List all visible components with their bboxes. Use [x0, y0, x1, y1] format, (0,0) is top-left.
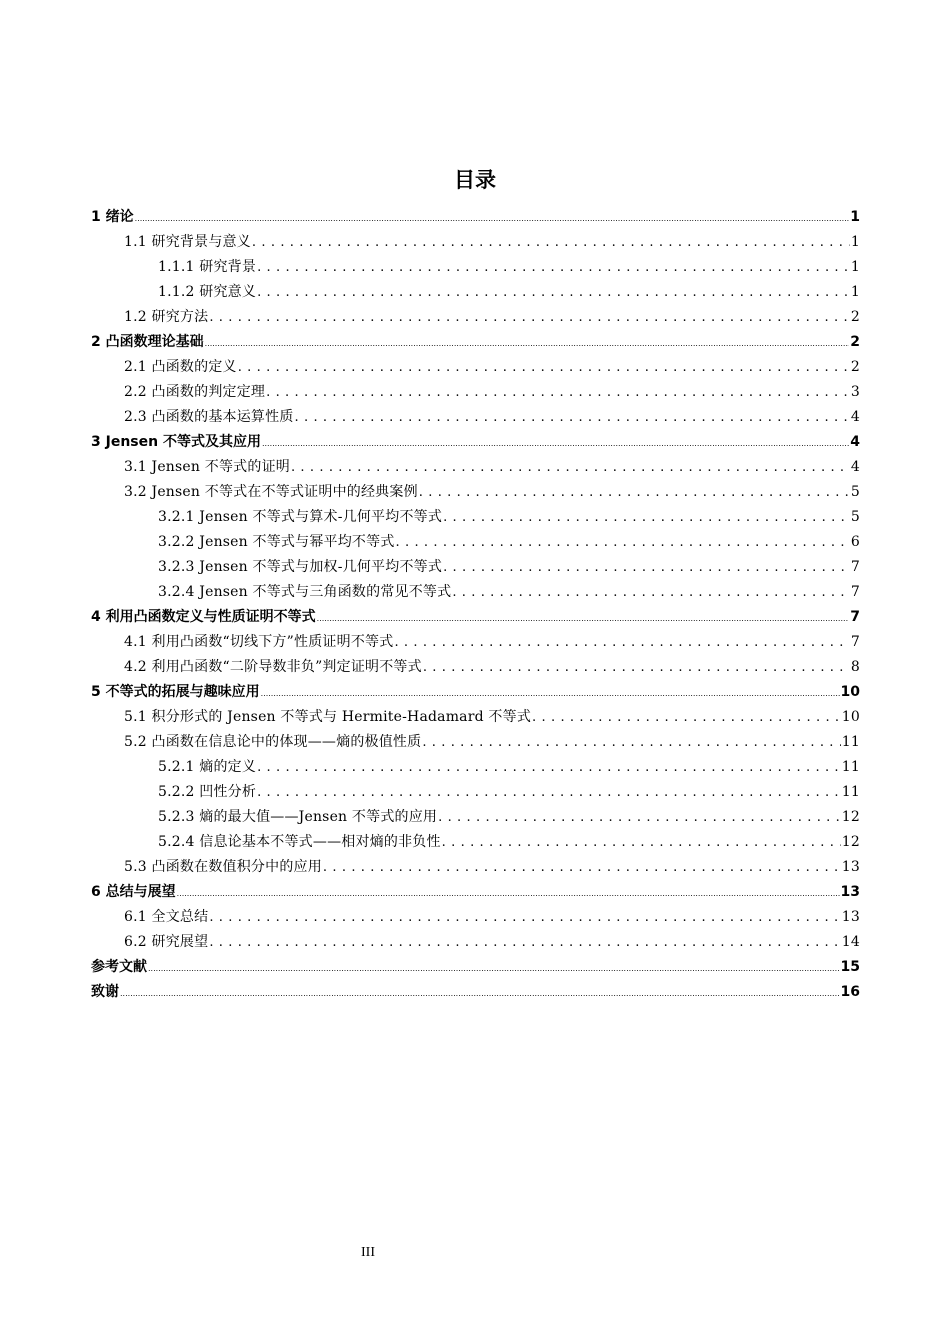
- toc-entry-page: 5: [850, 509, 860, 525]
- toc-entry-page: 2: [850, 359, 860, 375]
- toc-entry[interactable]: [91, 680, 860, 705]
- toc-entry-page: 1: [850, 209, 860, 225]
- toc-entry[interactable]: [91, 980, 860, 1005]
- toc-leader-dots: [135, 205, 850, 231]
- toc-entry-label: 4.1 利用凸函数“切线下方”性质证明不等式: [124, 634, 394, 650]
- toc-leader-dots: [452, 580, 850, 605]
- toc-entry-label: 参考文献: [91, 959, 147, 975]
- toc-leader-dots: [257, 755, 841, 780]
- toc-leader-dots: [209, 930, 840, 955]
- toc-entry[interactable]: [91, 430, 860, 455]
- toc-entry-page: 12: [841, 809, 860, 825]
- toc-entry-page: 2: [850, 334, 860, 350]
- toc-entry-page: 13: [840, 884, 860, 900]
- toc-entry-label: 5.1 积分形式的 Jensen 不等式与 Hermite-Hadamard 不等式: [124, 709, 532, 725]
- toc-entry-label: 5.2.4 信息论基本不等式——相对熵的非负性: [158, 834, 441, 850]
- toc-entry-page: 11: [841, 734, 860, 750]
- toc-leader-dots: [291, 455, 850, 480]
- toc-entry-page: 7: [850, 609, 860, 625]
- toc-entry-page: 8: [850, 659, 860, 675]
- toc-leader-dots: [419, 480, 850, 505]
- toc-entry-page: 1: [850, 259, 860, 275]
- toc-entry-page: 11: [841, 759, 860, 775]
- toc-entry-page: 15: [840, 959, 860, 975]
- toc-entry-label: 2.2 凸函数的判定定理: [124, 384, 266, 400]
- toc-entry[interactable]: [91, 405, 860, 430]
- toc-leader-dots: [257, 280, 850, 305]
- toc-leader-dots: [394, 630, 849, 655]
- toc-entry-page: 3: [850, 384, 860, 400]
- toc-leader-dots: [148, 955, 840, 981]
- toc-leader-dots: [396, 530, 850, 555]
- toc-leader-dots: [422, 730, 840, 755]
- toc-entry-page: 1: [850, 234, 860, 250]
- toc-entry-label: 5.3 凸函数在数值积分中的应用: [124, 859, 322, 875]
- toc-entry-label: 6.1 全文总结: [124, 909, 209, 925]
- toc-entry-label: 3.2 Jensen 不等式在不等式证明中的经典案例: [124, 484, 418, 500]
- toc-entry-label: 3 Jensen 不等式及其应用: [91, 434, 261, 450]
- toc-leader-dots: [238, 355, 850, 380]
- toc-leader-dots: [266, 380, 850, 405]
- toc-entry[interactable]: [91, 830, 860, 855]
- toc-entry-label: 3.1 Jensen 不等式的证明: [124, 459, 290, 475]
- toc-entry[interactable]: [91, 880, 860, 905]
- toc-entry-label: 5.2.1 熵的定义: [158, 759, 257, 775]
- toc-entry-label: 3.2.4 Jensen 不等式与三角函数的常见不等式: [158, 584, 452, 600]
- toc-entry-page: 13: [841, 909, 860, 925]
- toc-entry[interactable]: [91, 930, 860, 955]
- toc-entry-label: 5.2 凸函数在信息论中的体现——熵的极值性质: [124, 734, 422, 750]
- toc-entry[interactable]: [91, 280, 860, 305]
- toc-entry-page: 2: [850, 309, 860, 325]
- toc-entry[interactable]: [91, 705, 860, 730]
- toc-entry-label: 3.2.3 Jensen 不等式与加权-几何平均不等式: [158, 559, 443, 575]
- toc-entry-label: 1.1.1 研究背景: [158, 259, 257, 275]
- toc-entry[interactable]: [91, 505, 860, 530]
- toc-entry[interactable]: [91, 355, 860, 380]
- toc-entry[interactable]: [91, 580, 860, 605]
- toc-entry[interactable]: [91, 605, 860, 630]
- toc-entry[interactable]: [91, 230, 860, 255]
- toc-leader-dots: [323, 855, 841, 880]
- toc-entry-page: 10: [840, 684, 860, 700]
- toc-entry-label: 6 总结与展望: [91, 884, 176, 900]
- toc-entry-page: 11: [841, 784, 860, 800]
- toc-entry-label: 致谢: [91, 984, 119, 1000]
- toc-entry-page: 7: [850, 634, 860, 650]
- toc-leader-dots: [317, 605, 850, 631]
- toc-leader-dots: [262, 430, 849, 456]
- table-of-contents: [91, 205, 860, 1005]
- toc-entry[interactable]: [91, 855, 860, 880]
- toc-entry[interactable]: [91, 555, 860, 580]
- toc-leader-dots: [443, 505, 850, 530]
- toc-leader-dots: [438, 805, 841, 830]
- toc-entry-label: 1.1 研究背景与意义: [124, 234, 251, 250]
- toc-entry-label: 1 绪论: [91, 209, 134, 225]
- toc-entry[interactable]: [91, 755, 860, 780]
- toc-leader-dots: [177, 880, 840, 906]
- toc-leader-dots: [443, 555, 850, 580]
- toc-entry-label: 3.2.2 Jensen 不等式与幂平均不等式: [158, 534, 395, 550]
- toc-entry[interactable]: [91, 455, 860, 480]
- toc-leader-dots: [120, 980, 840, 1006]
- toc-entry-page: 7: [850, 584, 860, 600]
- toc-entry[interactable]: [91, 955, 860, 980]
- toc-entry[interactable]: [91, 305, 860, 330]
- page-number: III: [361, 1245, 375, 1260]
- toc-entry-page: 16: [840, 984, 860, 1000]
- toc-entry[interactable]: [91, 205, 860, 230]
- toc-leader-dots: [257, 255, 850, 280]
- toc-entry-page: 7: [850, 559, 860, 575]
- toc-entry[interactable]: [91, 905, 860, 930]
- toc-entry-page: 12: [841, 834, 860, 850]
- toc-leader-dots: [205, 330, 850, 356]
- toc-leader-dots: [532, 705, 841, 730]
- toc-entry-page: 13: [841, 859, 860, 875]
- toc-entry-label: 2.3 凸函数的基本运算性质: [124, 409, 294, 425]
- toc-entry-page: 14: [841, 934, 860, 950]
- toc-entry-label: 1.1.2 研究意义: [158, 284, 257, 300]
- toc-leader-dots: [209, 905, 840, 930]
- toc-entry-page: 5: [850, 484, 860, 500]
- toc-entry-label: 2.1 凸函数的定义: [124, 359, 237, 375]
- toc-entry-page: 4: [850, 409, 860, 425]
- toc-entry[interactable]: [91, 480, 860, 505]
- toc-entry[interactable]: [91, 380, 860, 405]
- toc-entry-page: 1: [850, 284, 860, 300]
- toc-entry[interactable]: [91, 630, 860, 655]
- toc-leader-dots: [252, 230, 850, 255]
- toc-entry[interactable]: [91, 805, 860, 830]
- toc-entry[interactable]: [91, 780, 860, 805]
- toc-entry[interactable]: [91, 330, 860, 355]
- toc-entry-page: 10: [841, 709, 860, 725]
- toc-entry[interactable]: [91, 255, 860, 280]
- toc-entry-page: 6: [850, 534, 860, 550]
- toc-title: 目录: [454, 168, 496, 192]
- toc-entry-label: 1.2 研究方法: [124, 309, 209, 325]
- toc-leader-dots: [261, 680, 840, 706]
- toc-leader-dots: [423, 655, 850, 680]
- toc-entry[interactable]: [91, 530, 860, 555]
- toc-entry-label: 4.2 利用凸函数“二阶导数非负”判定证明不等式: [124, 659, 422, 675]
- toc-entry-label: 3.2.1 Jensen 不等式与算术-几何平均不等式: [158, 509, 443, 525]
- toc-entry-page: 4: [850, 459, 860, 475]
- toc-leader-dots: [209, 305, 850, 330]
- toc-entry-label: 5.2.2 凹性分析: [158, 784, 257, 800]
- toc-entry-label: 4 利用凸函数定义与性质证明不等式: [91, 609, 316, 625]
- toc-leader-dots: [257, 780, 841, 805]
- toc-entry-label: 6.2 研究展望: [124, 934, 209, 950]
- toc-leader-dots: [295, 405, 850, 430]
- toc-entry[interactable]: [91, 655, 860, 680]
- toc-entry-page: 4: [850, 434, 860, 450]
- toc-entry-label: 2 凸函数理论基础: [91, 334, 204, 350]
- toc-entry-label: 5 不等式的拓展与趣味应用: [91, 684, 260, 700]
- toc-entry[interactable]: [91, 730, 860, 755]
- toc-leader-dots: [442, 830, 841, 855]
- toc-entry-label: 5.2.3 熵的最大值——Jensen 不等式的应用: [158, 809, 438, 825]
